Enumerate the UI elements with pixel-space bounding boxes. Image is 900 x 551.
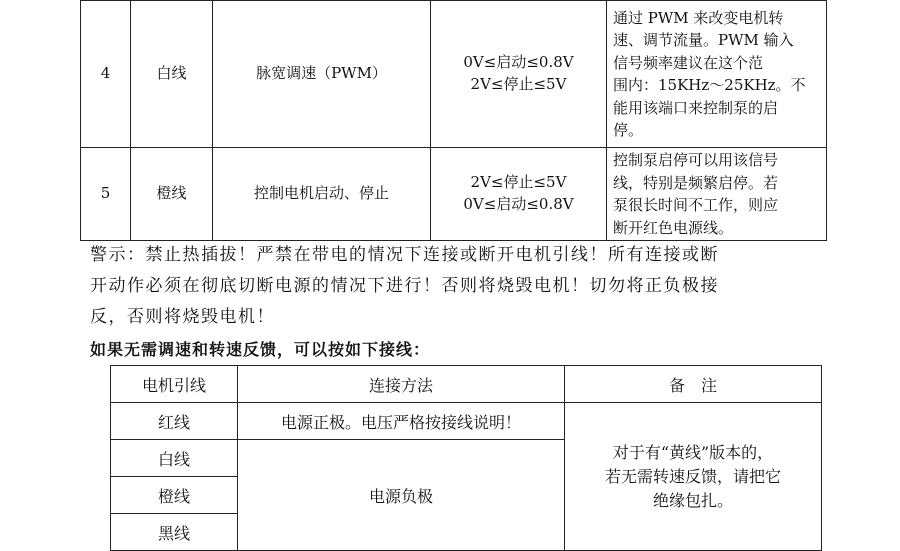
note-line: 通过 PWM 来改变电机转 [613, 8, 784, 27]
wire-function: 脉宽调速（PWM） [213, 1, 431, 148]
wire-color: 白线 [131, 1, 213, 148]
row-note [607, 148, 827, 241]
note-line: 断开红色电源线。 [613, 218, 734, 237]
voltage-levels [431, 148, 607, 241]
note-line: 信号频率建议在这个范 [613, 53, 764, 72]
note-line: 围内：15KHz～25KHz。不 [613, 76, 806, 94]
wire-color: 白线 [111, 440, 238, 477]
connection-method: 电源负极 [238, 440, 565, 551]
warning-line: 警示：禁止热插拔！严禁在带电的情况下连接或断开电机引线！所有连接或断 [90, 245, 719, 265]
column-header: 连接方法 [238, 366, 565, 403]
column-header: 电机引线 [111, 366, 238, 403]
note-line: 速、调节流量。PWM 输入 [613, 31, 794, 49]
wire-color: 橙线 [131, 148, 213, 241]
row-note [607, 1, 827, 148]
table-row [81, 1, 827, 148]
voltage-line: 0V≤启动≤0.8V [463, 195, 574, 213]
voltage-line: 2V≤停止≤5V [470, 173, 567, 192]
remark-line: 若无需转速反馈，请把它 [604, 466, 781, 486]
simple-wiring-table [110, 365, 822, 551]
note-line: 停。 [613, 121, 644, 139]
wire-color: 黑线 [111, 514, 238, 551]
voltage-levels [431, 1, 607, 148]
note-line: 能用该端口来控制泵的启 [613, 98, 779, 117]
wire-function: 控制电机启动、停止 [213, 148, 431, 241]
note-line: 控制泵启停可以用该信号 [613, 151, 779, 169]
warning-paragraph [90, 240, 812, 333]
voltage-line: 2V≤停止≤5V [470, 75, 567, 93]
table-header-row [111, 366, 822, 403]
remark-line: 绝缘包扎。 [652, 490, 733, 510]
connection-method: 电源正极。电压严格按接线说明！ [238, 403, 565, 440]
column-header: 备 注 [565, 366, 822, 403]
note-line: 线，特别是频繁启停。若 [613, 173, 779, 192]
voltage-line: 0V≤启动≤0.8V [463, 53, 574, 72]
row-number: 5 [81, 148, 131, 241]
row-number: 4 [81, 1, 131, 148]
wire-color: 红线 [111, 403, 238, 440]
section-heading: 如果无需调速和转速反馈，可以按如下接线： [90, 340, 431, 359]
wire-color: 橙线 [111, 477, 238, 514]
note-line: 泵很长时间不工作，则应 [613, 196, 779, 214]
warning-line: 反，否则将烧毁电机！ [90, 307, 275, 327]
table-row [81, 148, 827, 241]
remark-line: 对于有“黄线”版本的， [612, 442, 774, 462]
remark-cell [565, 403, 822, 551]
warning-line: 开动作必须在彻底切断电源的情况下进行！否则将烧毁电机！切勿将正负极接 [90, 276, 719, 296]
wire-spec-table [80, 0, 827, 241]
table-row [111, 403, 822, 440]
